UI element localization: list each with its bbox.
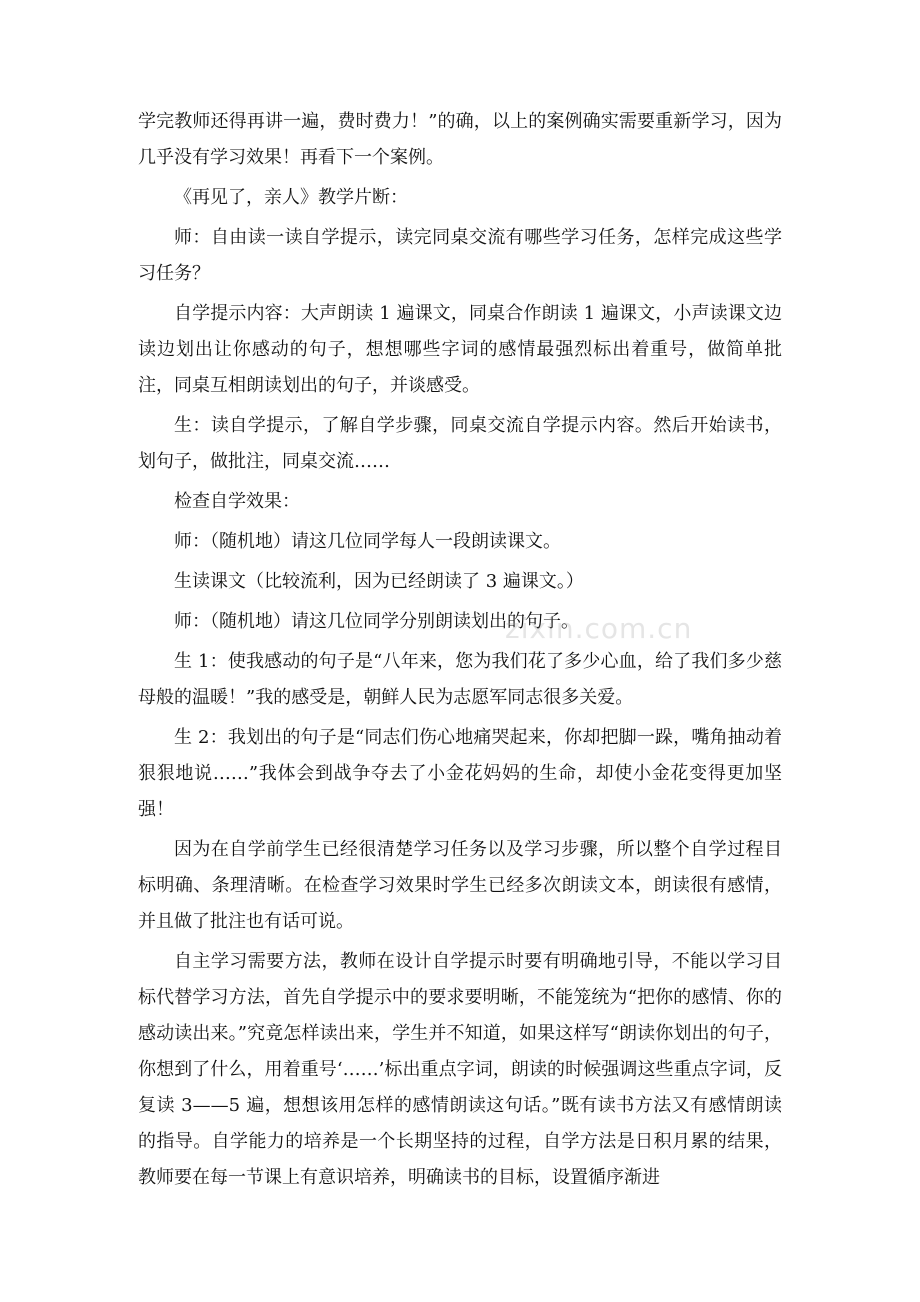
paragraph-teacher-read-text: 师：（随机地）请这几位同学每人一段朗读课文。 — [174, 531, 561, 552]
paragraph-student-2: 生 2：我划出的句子是“同志们伤心地痛哭起来，你却把脚一跺，嘴角抽动着狠狠地说……”我体会到战争夺去了小金花妈妈的生命，却使小金花变得更加坚强！ — [138, 727, 782, 820]
paragraph-student-read-text: 生读课文（比较流利，因为已经朗读了 3 遍课文。） — [174, 571, 584, 592]
paragraph-teacher-instruction: 师：自由读一读自学提示，读完同桌交流有哪些学习任务，怎样完成这些学习任务？ — [138, 227, 782, 284]
paragraph-continuation: 学完教师还得再讲一遍，费时费力！”的确，以上的案例确实需要重新学习，因为几乎没有学习效果！再看下一个案例。 — [138, 111, 782, 168]
paragraph-student-activity: 生：读自学提示，了解自学步骤，同桌交流自学提示内容。然后开始读书，划句子，做批注，同桌交流…… — [138, 415, 782, 472]
paragraph-analysis: 因为在自学前学生已经很清楚学习任务以及学习步骤，所以整个自学过程目标明确、条理清晰。在检查学习效果时学生已经多次朗读文本，朗读很有感情，并且做了批注也有话可说。 — [138, 839, 782, 932]
paragraph-teacher-read-sentences: 师：（随机地）请这几位同学分别朗读划出的句子。 — [174, 611, 579, 632]
paragraph-self-study-tips: 自学提示内容：大声朗读 1 遍课文，同桌合作朗读 1 遍课文，小声读课文边读边划出让你感动的句子，想想哪些字词的感情最强烈标出着重号，做简单批注，同桌互相朗读划出的句子，并谈感受。 — [138, 303, 782, 396]
paragraph-student-1: 生 1：使我感动的句子是“八年来，您为我们花了多少心血，给了我们多少慈母般的温暖！”我的感受是，朝鲜人民为志愿军同志很多关爱。 — [138, 651, 782, 708]
paragraph-case-title: 《再见了，亲人》教学片断： — [174, 187, 408, 208]
paragraph-method-discussion: 自主学习需要方法，教师在设计自学提示时要有明确地引导，不能以学习目标代替学习方法，首先自学提示中的要求要明晰，不能笼统为“把你的感情、你的感动读出来。”究竟怎样读出来，学生并不知道，如果这样写“朗读你划出的句子，你想到了什么，用着重号‘……’标出重点字词，朗读的时候强调这些重点字词，反复读 3——5 遍，想想该用怎样的感情朗读这句话。”既有读书方法又有感情朗读的指导。自学能力的培养是一个长期坚持的过程，自学方法是日积月累的结果，教师要在每一节课上有意识培养，明确读书的目标，设置循序渐进 — [138, 951, 782, 1188]
paragraph-check-effect: 检查自学效果： — [174, 491, 300, 512]
document-body — [138, 104, 782, 1196]
watermark: zixin.com.cn — [505, 612, 693, 645]
